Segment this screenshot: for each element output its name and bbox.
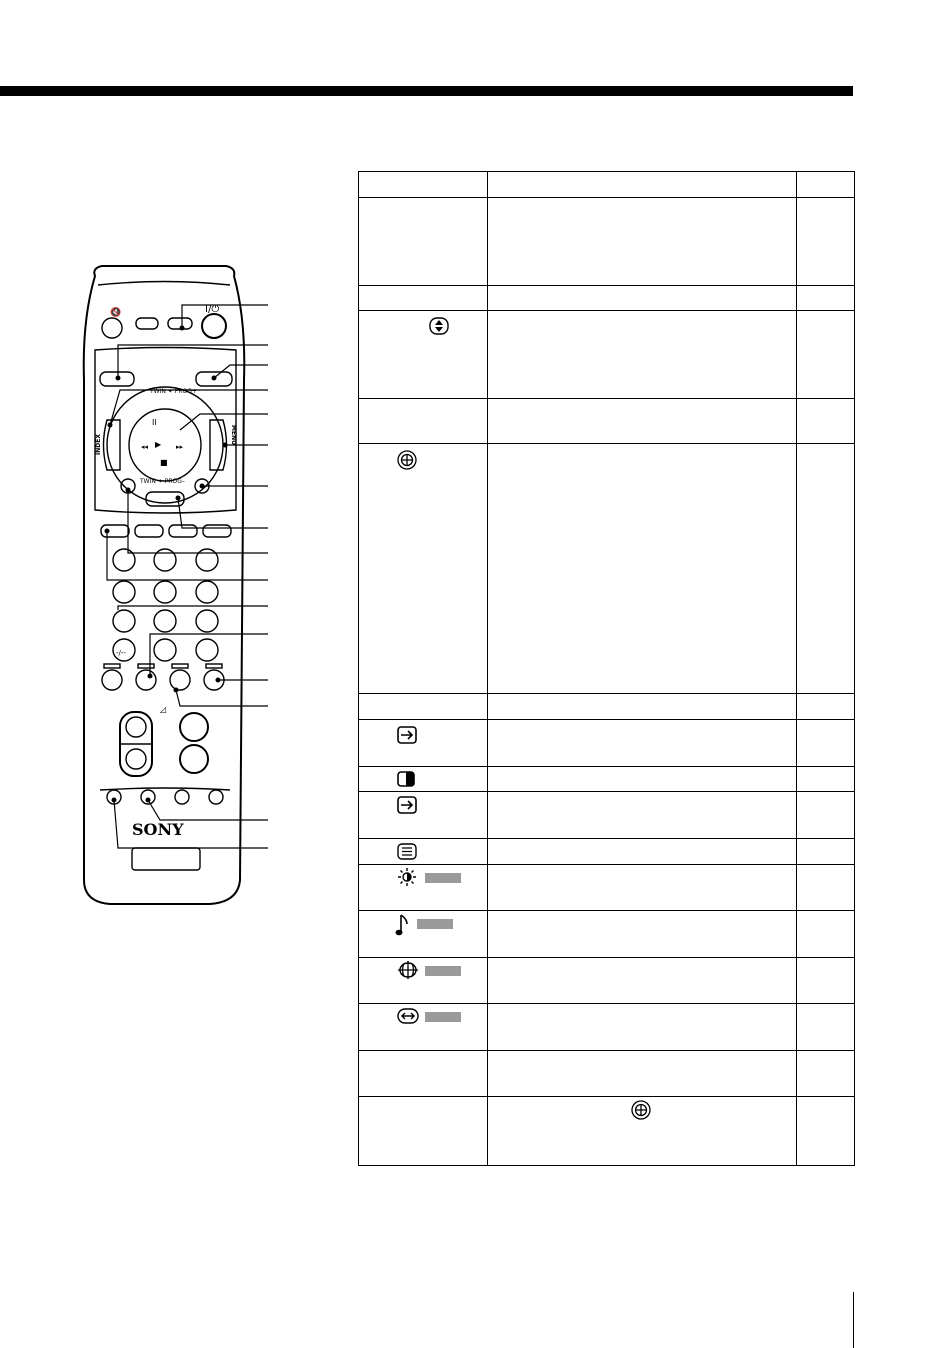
- svg-text:II: II: [152, 418, 157, 427]
- svg-text:-/--: -/--: [116, 649, 126, 657]
- input-arrow-icon: [397, 726, 417, 744]
- crosshair-circle-icon: [397, 450, 417, 470]
- table-row: [359, 444, 855, 694]
- brightness-icon: [397, 867, 417, 887]
- updown-arrows-icon: [429, 317, 449, 335]
- svg-text:TWIN ✦ PROG+: TWIN ✦ PROG+: [150, 388, 197, 395]
- grey-bar: [417, 919, 453, 929]
- half-square-icon: [397, 771, 415, 787]
- double-arrow-icon: [397, 1008, 419, 1024]
- table-row: [359, 839, 855, 865]
- svg-text:TWIN ✦ PROG–: TWIN ✦ PROG–: [140, 478, 185, 485]
- table-row: [359, 958, 855, 1004]
- crosshair-circle-icon: [631, 1100, 651, 1120]
- table-row: [359, 865, 855, 911]
- grey-bar: [425, 1012, 461, 1022]
- svg-text:◂◂: ◂◂: [141, 443, 149, 451]
- table-row: [359, 720, 855, 767]
- svg-text:MENU: MENU: [230, 425, 237, 445]
- globe-cross-icon: [397, 960, 419, 980]
- table-row: [359, 694, 855, 720]
- table-row: [359, 198, 855, 286]
- svg-text:I/⏻: I/⏻: [205, 304, 220, 315]
- table-row: [359, 1097, 855, 1166]
- page-edge-rule: [853, 1292, 854, 1348]
- svg-text:▶: ▶: [155, 440, 162, 449]
- svg-text:■: ■: [160, 458, 168, 467]
- remote-control-illustration: [0, 0, 330, 920]
- table-row: [359, 172, 855, 198]
- grey-bar: [425, 873, 461, 883]
- table-row: [359, 767, 855, 792]
- svg-text:◿: ◿: [160, 705, 167, 714]
- table-row: [359, 911, 855, 958]
- svg-text:🔇: 🔇: [110, 308, 122, 318]
- table-row: [359, 399, 855, 444]
- svg-text:▸▸: ▸▸: [176, 443, 184, 451]
- svg-text:INDEX: INDEX: [95, 434, 102, 455]
- svg-text:SONY: SONY: [132, 820, 184, 839]
- table-row: [359, 1051, 855, 1097]
- function-table: [358, 171, 855, 1166]
- table-row: [359, 286, 855, 311]
- table-row: [359, 792, 855, 839]
- grey-bar: [425, 966, 461, 976]
- input-arrow-icon: [397, 796, 417, 814]
- teletext-icon: [397, 843, 417, 860]
- table-row: [359, 1004, 855, 1051]
- table-row: [359, 311, 855, 399]
- music-note-icon: [395, 913, 411, 937]
